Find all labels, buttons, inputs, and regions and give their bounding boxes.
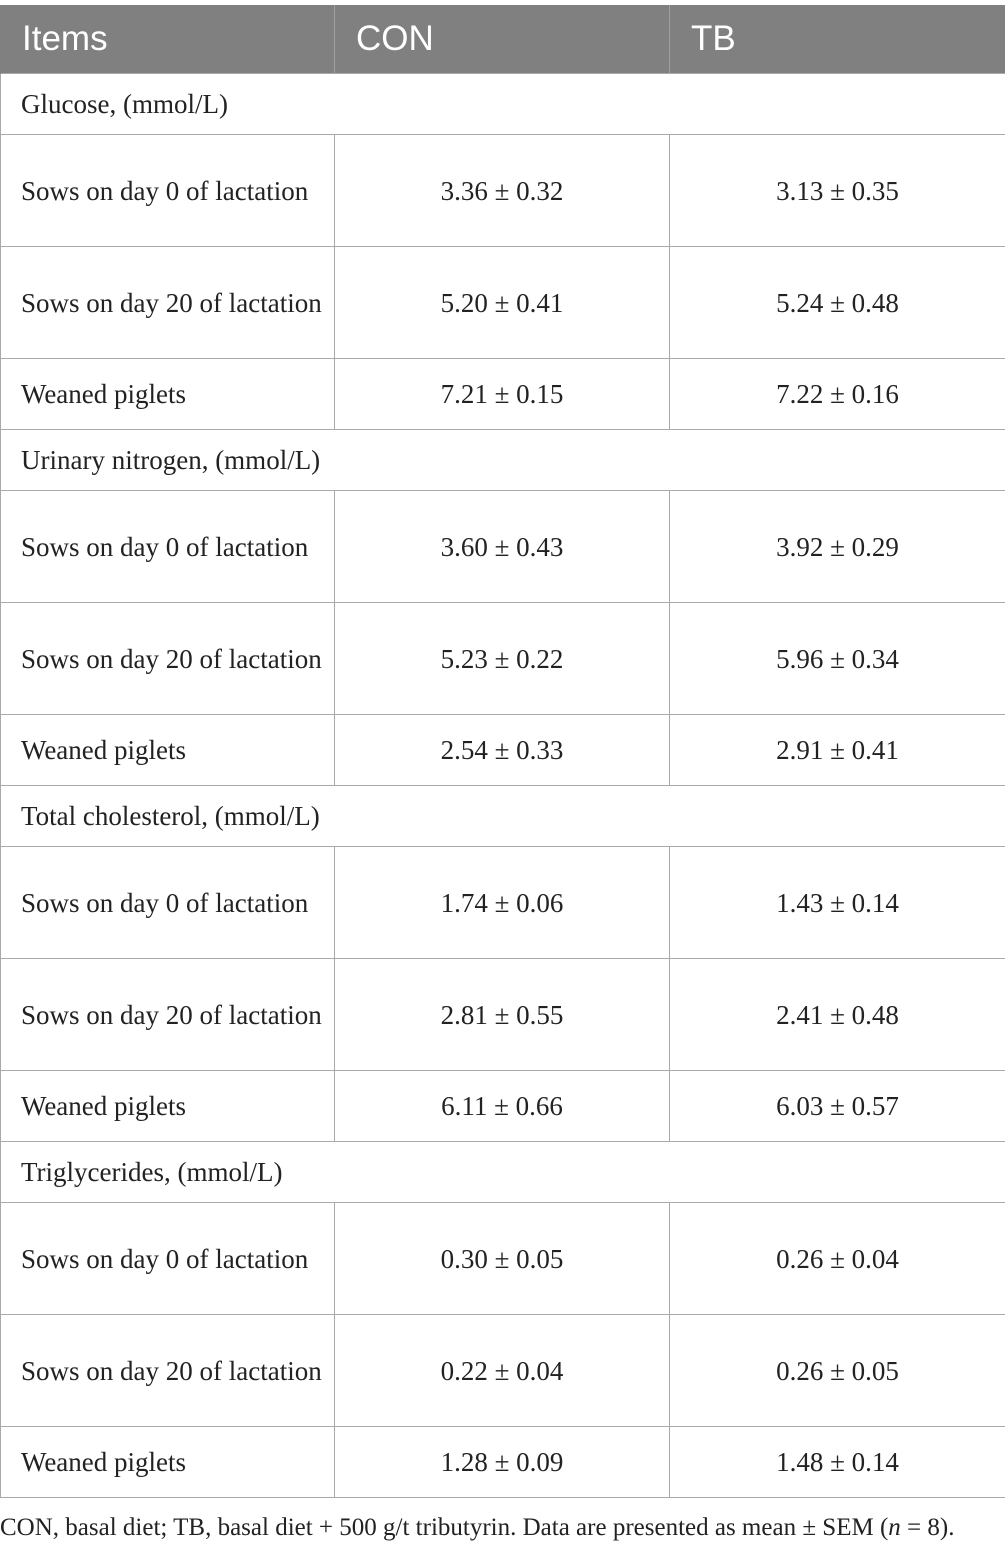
header-row — [1, 5, 1005, 74]
table-row — [1, 715, 1005, 786]
section-row — [1, 1142, 1005, 1203]
row-label: Sows on day 0 of lactation — [1, 491, 335, 603]
header-items: Items — [1, 5, 335, 74]
section-title: Total cholesterol, (mmol/L) — [1, 786, 1005, 847]
row-label: Sows on day 20 of lactation — [1, 959, 335, 1071]
table-row — [1, 603, 1005, 715]
row-label: Sows on day 20 of lactation — [1, 603, 335, 715]
tb-value: 3.92 ± 0.29 — [670, 491, 1005, 603]
con-value: 2.81 ± 0.55 — [335, 959, 670, 1071]
table-row — [1, 359, 1005, 430]
section-title: Glucose, (mmol/L) — [1, 74, 1005, 135]
row-label: Sows on day 20 of lactation — [1, 247, 335, 359]
con-value: 3.60 ± 0.43 — [335, 491, 670, 603]
table-row — [1, 135, 1005, 247]
tb-value: 1.43 ± 0.14 — [670, 847, 1005, 959]
section-title: Urinary nitrogen, (mmol/L) — [1, 430, 1005, 491]
tb-value: 0.26 ± 0.04 — [670, 1203, 1005, 1315]
table-footnote — [0, 1514, 1005, 1542]
section-row — [1, 74, 1005, 135]
con-value: 2.54 ± 0.33 — [335, 715, 670, 786]
con-value: 7.21 ± 0.15 — [335, 359, 670, 430]
row-label: Sows on day 0 of lactation — [1, 847, 335, 959]
tb-value: 6.03 ± 0.57 — [670, 1071, 1005, 1142]
con-value: 6.11 ± 0.66 — [335, 1071, 670, 1142]
tb-value: 1.48 ± 0.14 — [670, 1427, 1005, 1498]
con-value: 5.23 ± 0.22 — [335, 603, 670, 715]
table-row — [1, 1427, 1005, 1498]
tb-value: 7.22 ± 0.16 — [670, 359, 1005, 430]
tb-value: 3.13 ± 0.35 — [670, 135, 1005, 247]
footnote-tail: = 8). — [900, 1514, 955, 1541]
footnote-text: CON, basal diet; TB, basal diet + 500 g/t tributyrin. Data are presented as mean ± SEM ( — [0, 1514, 889, 1541]
con-value: 1.28 ± 0.09 — [335, 1427, 670, 1498]
section-title: Triglycerides, (mmol/L) — [1, 1142, 1005, 1203]
table-row — [1, 1315, 1005, 1427]
table-row — [1, 1071, 1005, 1142]
con-value: 1.74 ± 0.06 — [335, 847, 670, 959]
footnote-n: n — [888, 1514, 901, 1541]
header-con: CON — [335, 5, 670, 74]
row-label: Weaned piglets — [1, 1071, 335, 1142]
row-label: Weaned piglets — [1, 1427, 335, 1498]
con-value: 5.20 ± 0.41 — [335, 247, 670, 359]
header-tb: TB — [670, 5, 1005, 74]
section-row — [1, 430, 1005, 491]
table-row — [1, 959, 1005, 1071]
table-row — [1, 247, 1005, 359]
row-label: Weaned piglets — [1, 715, 335, 786]
data-table — [0, 5, 1005, 1498]
con-value: 3.36 ± 0.32 — [335, 135, 670, 247]
tb-value: 2.91 ± 0.41 — [670, 715, 1005, 786]
tb-value: 0.26 ± 0.05 — [670, 1315, 1005, 1427]
table-row — [1, 1203, 1005, 1315]
tb-value: 5.96 ± 0.34 — [670, 603, 1005, 715]
row-label: Sows on day 0 of lactation — [1, 1203, 335, 1315]
section-row — [1, 786, 1005, 847]
tb-value: 2.41 ± 0.48 — [670, 959, 1005, 1071]
row-label: Sows on day 0 of lactation — [1, 135, 335, 247]
table-row — [1, 847, 1005, 959]
table-row — [1, 491, 1005, 603]
con-value: 0.22 ± 0.04 — [335, 1315, 670, 1427]
con-value: 0.30 ± 0.05 — [335, 1203, 670, 1315]
row-label: Sows on day 20 of lactation — [1, 1315, 335, 1427]
tb-value: 5.24 ± 0.48 — [670, 247, 1005, 359]
row-label: Weaned piglets — [1, 359, 335, 430]
